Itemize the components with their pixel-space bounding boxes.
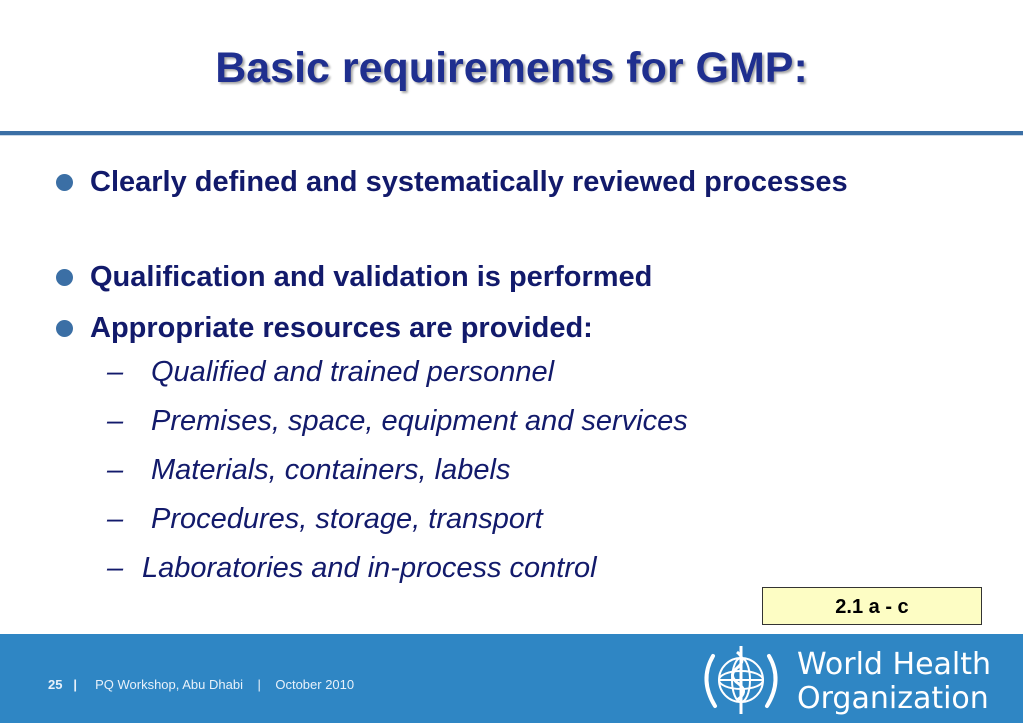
- footer-separator: |: [73, 677, 77, 692]
- bullet-text: Appropriate resources are provided:: [90, 312, 593, 344]
- who-emblem-icon: [693, 642, 789, 718]
- bullet-item: [60, 163, 860, 201]
- sub-dash: –: [107, 503, 124, 535]
- sub-text: Premises, space, equipment and services: [151, 405, 688, 437]
- footer-bar: [0, 634, 1023, 723]
- sub-text: Laboratories and in-process control: [142, 552, 597, 584]
- organization-name: [797, 648, 991, 716]
- title-divider-shadow: [0, 135, 1023, 136]
- footer-event: PQ Workshop, Abu Dhabi: [95, 677, 243, 692]
- page-number: 25: [48, 677, 63, 692]
- sub-dash: –: [107, 405, 124, 437]
- bullet-dot-icon: [56, 320, 73, 337]
- bullet-text: Clearly defined and systematically reviewed processes: [90, 166, 848, 198]
- sub-dash: –: [107, 552, 124, 584]
- footer-separator: |: [257, 677, 261, 692]
- bullet-dot-icon: [56, 269, 73, 286]
- sub-text: Materials, containers, labels: [151, 454, 511, 486]
- sub-dash: –: [107, 454, 124, 486]
- bullet-item: [60, 309, 860, 347]
- sub-text: Procedures, storage, transport: [151, 503, 543, 535]
- footer-info: [48, 677, 354, 692]
- footer-date: October 2010: [275, 677, 355, 692]
- bullet-text: Qualification and validation is performed: [90, 261, 653, 293]
- bullet-item: [60, 258, 860, 296]
- reference-box: 2.1 a - c: [762, 587, 982, 625]
- slide-title: Basic requirements for GMP:: [215, 44, 808, 92]
- organization-name-line1: World Health: [797, 647, 992, 682]
- sub-text: Qualified and trained personnel: [151, 356, 555, 388]
- sub-dash: –: [107, 356, 124, 388]
- bullet-dot-icon: [56, 174, 73, 191]
- organization-name-line2: Organization: [797, 681, 989, 716]
